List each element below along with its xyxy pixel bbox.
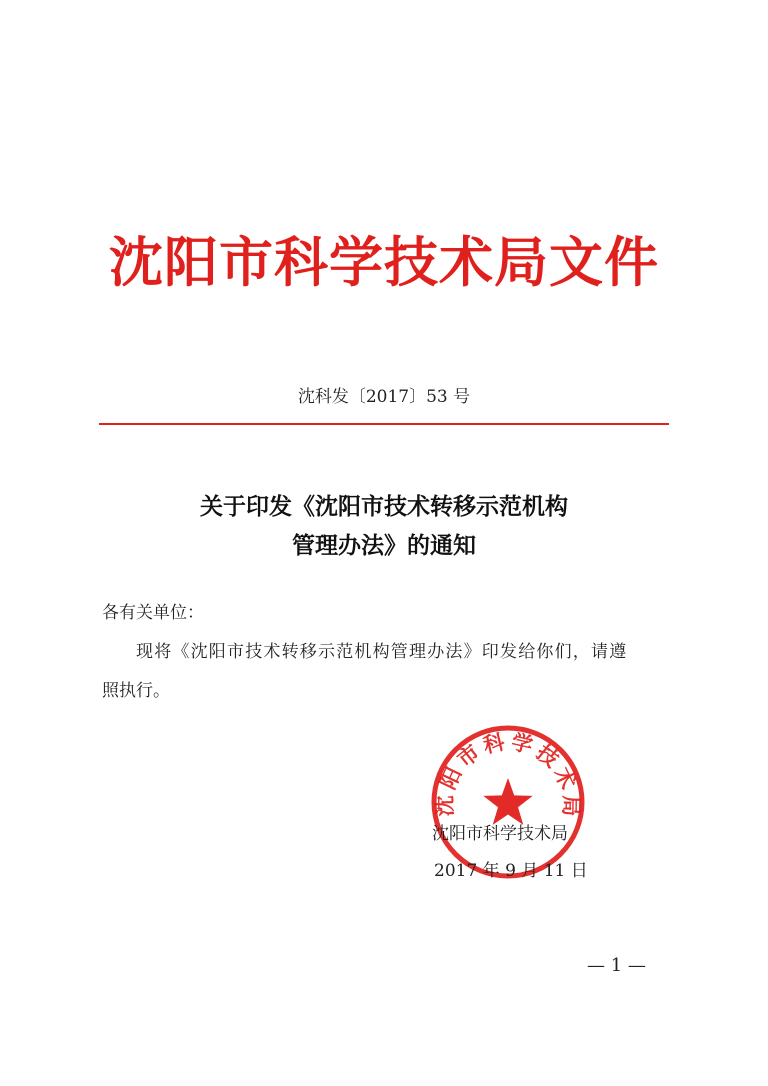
star-icon <box>483 778 532 825</box>
issuer-signature: 沈阳市科学技术局 <box>432 824 568 844</box>
notice-title-line-2: 管理办法》的通知 <box>292 533 476 559</box>
document-masthead: 沈阳市科学技术局文件 <box>109 231 659 294</box>
page-number: — 1 — <box>587 955 646 976</box>
body-paragraph-line-2: 照执行。 <box>102 681 170 701</box>
issue-date: 2017 年 9 月 11 日 <box>434 861 588 881</box>
document-number: 沈科发〔2017〕53 号 <box>297 387 471 407</box>
addressee: 各有关单位： <box>102 603 204 623</box>
notice-title-line-1: 关于印发《沈阳市技术转移示范机构 <box>200 494 568 520</box>
seal-text: 沈 阳 市 科 学 技 术 局 <box>432 729 584 817</box>
red-divider-line <box>99 423 669 425</box>
body-paragraph-line-1: 现将《沈阳市技术转移示范机构管理办法》印发给你们，请遵 <box>136 642 628 662</box>
